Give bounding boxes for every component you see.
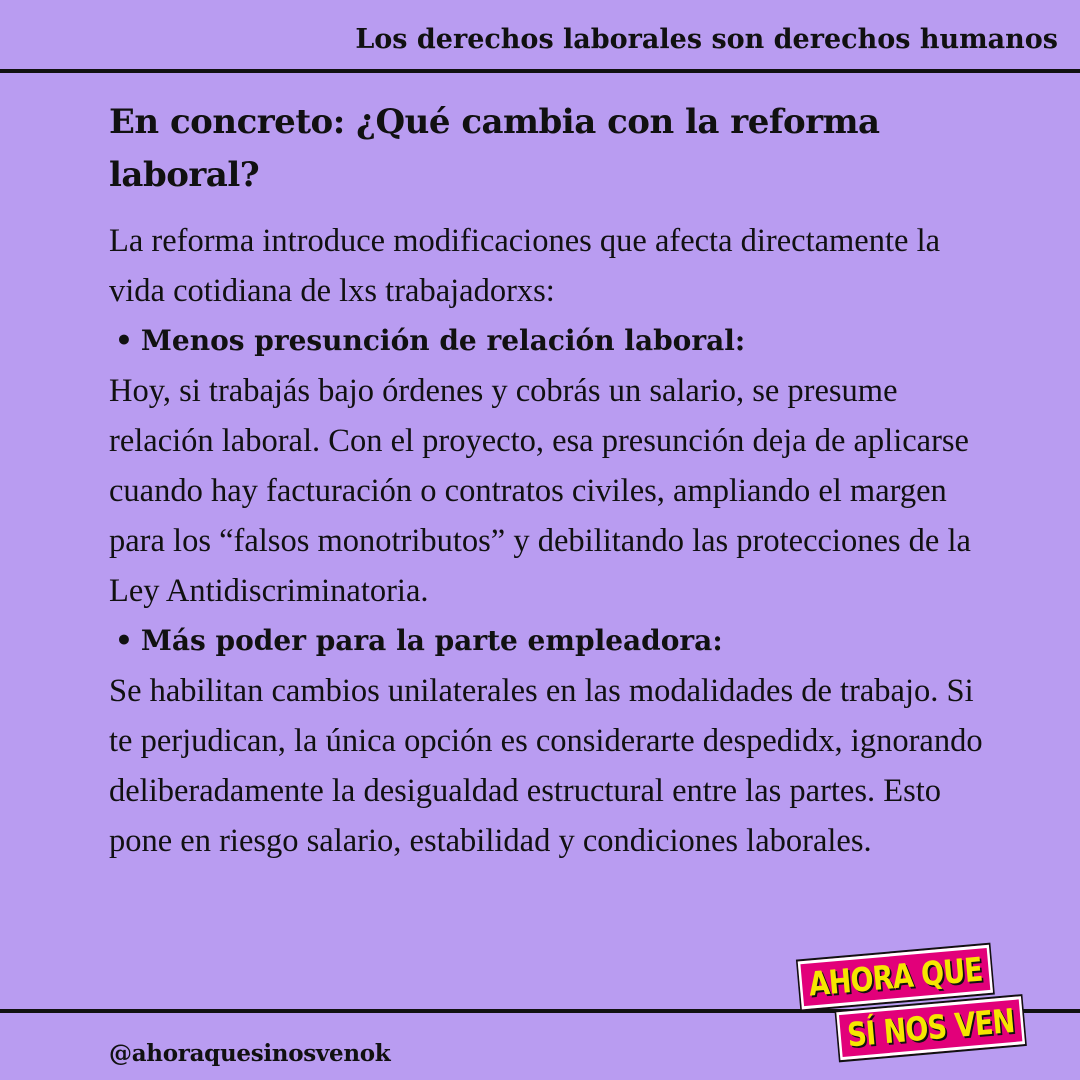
logo-line-2: SÍ NOS VEN — [836, 996, 1025, 1060]
section-text-employer-power: Se habilitan cambios unilaterales en las modalidades de trabajo. Si te perjudican, la única opción es considerarte despedidx, ignorando deliberadamente la desigualdad estructural entre las partes. Esto pone en riesgo salario, estabilidad y condiciones laborales. — [109, 673, 983, 859]
header-title: Los derechos laborales son derechos humanos — [355, 24, 1058, 55]
section-title-label: Menos presunción de relación laboral: — [140, 324, 746, 357]
section-title-employer-power — [109, 616, 989, 666]
brand-logo — [797, 939, 1020, 1073]
section-title-label: Más poder para la parte empleadora: — [140, 624, 723, 657]
bullet-icon: • — [115, 624, 133, 657]
page-heading: En concreto: ¿Qué cambia con la reforma laboral? — [109, 102, 880, 195]
intro-paragraph: La reforma introduce modificaciones que afecta directamente la vida cotidiana de lxs trabajadorxs: — [109, 223, 941, 309]
bullet-icon: • — [115, 324, 133, 357]
section-title-presumption — [109, 316, 989, 366]
section-text-presumption: Hoy, si trabajás bajo órdenes y cobrás un salario, se presume relación laboral. Con el proyecto, esa presunción deja de aplicarse cuando hay facturación o contratos civiles, ampliando el margen para los “falsos monotributos” y debilitando las protecciones de la Ley Antidiscriminatoria. — [109, 373, 971, 609]
logo-line-1: AHORA QUE — [798, 945, 993, 1010]
main-content — [109, 96, 989, 866]
body-text — [109, 216, 989, 866]
top-divider — [0, 69, 1080, 73]
social-handle: @ahoraquesinosvenok — [109, 1040, 391, 1067]
